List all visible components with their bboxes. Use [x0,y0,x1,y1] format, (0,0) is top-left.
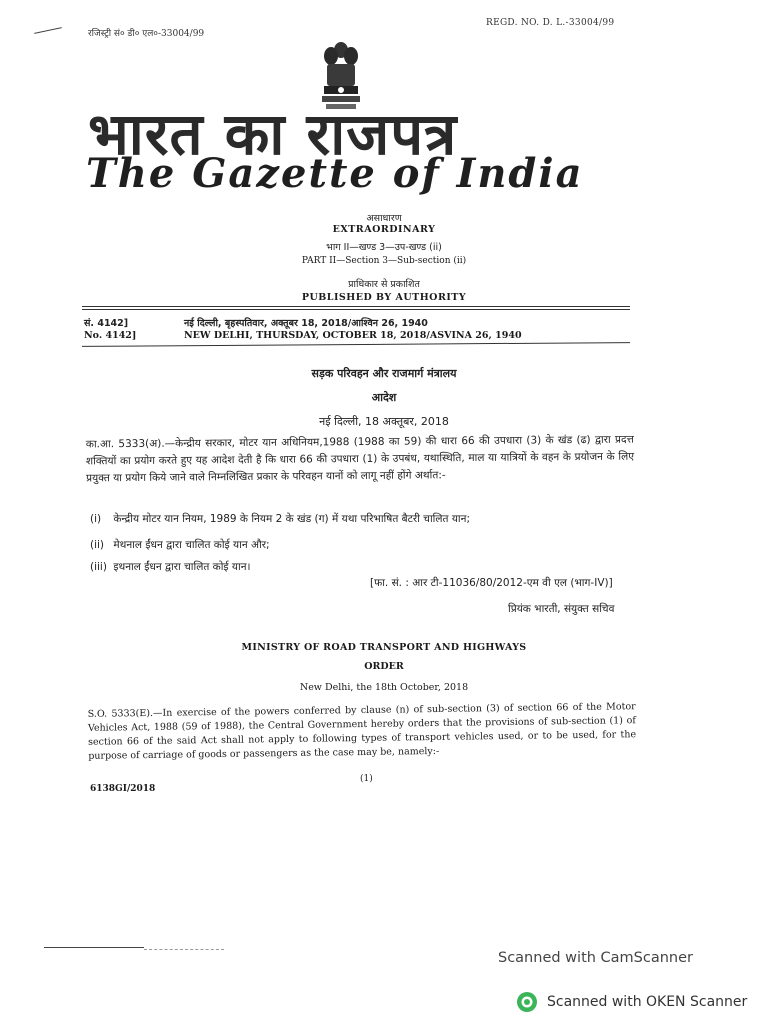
part-english: PART II—Section 3—Sub-section (ii) [301,256,467,266]
oken-logo-icon [516,991,538,1013]
part-hindi: भाग II—खण्ड 3—उप-खण्ड (ii) [326,242,442,253]
list-item-label: (ii) [90,539,105,551]
extraordinary-hindi: असाधारण [366,213,402,224]
document-code: 6138GI/2018 [90,784,156,794]
issue-date-hindi: नई दिल्ली, बृहस्पतिवार, अक्तूबर 18, 2018/आश्विन 26, 1940 [184,318,428,329]
signatory-hindi: प्रियंक भारती, संयुक्त सचिव [508,603,615,615]
list-item-text: मेथनाल ईंधन द्वारा चालित कोई यान और; [113,539,270,551]
oken-watermark [516,991,747,1013]
ministry-english: MINISTRY OF ROAD TRANSPORT AND HIGHWAYS [241,642,527,653]
masthead-english-title: The Gazette of India [86,150,584,197]
header-rule [82,306,630,307]
page-number: (1) [360,774,373,784]
order-title-english: ORDER [364,661,404,672]
list-item-label: (iii) [90,561,107,573]
order-date-english: New Delhi, the 18th October, 2018 [299,682,469,693]
authority-english: PUBLISHED BY AUTHORITY [301,292,467,303]
extraordinary-english: EXTRAORDINARY [332,224,436,235]
file-number-hindi: [फा. सं. : आर टी-11036/80/2012-एम वी एल (भाग-IV)] [370,577,613,589]
authority-hindi: प्राधिकार से प्रकाशित [348,279,420,290]
list-item-label: (i) [90,513,102,525]
order-paragraph-hindi: का.आ. 5333(अ).—केन्द्रीय सरकार, मोटर यान अधिनियम,1988 (1988 का 59) की धारा 66 की उपधारा (3) के खंड (ढ) द्वारा प्रदत्त शक्तियों का प्रयोग करते हुए यह आदेश देती है कि धारा 66 की उपधारा (1) के उपबंध, यथास्थिति, माल या यात्रियों के वहन के प्रयोजन के लिए प्रयुक्त या प्रयोग किये जाने वाले निम्नलिखित प्रकार के परिवहन यानों को लागू नहीं होंगे अर्थात:- [85,433,635,485]
order-title-hindi: आदेश [371,391,397,404]
list-item-text: केन्द्रीय मोटर यान नियम, 1989 के नियम 2 के खंड (ग) में यथा परिभाषित बैटरी चालित यान; [113,513,471,525]
page-edge-line [144,949,224,950]
issue-number-hindi: सं. 4142] [84,318,129,329]
header-rule [82,309,630,310]
oken-watermark-text: Scanned with OKEN Scanner [547,994,748,1010]
registration-english: REGD. NO. D. L.-33004/99 [486,18,615,28]
camscanner-watermark: Scanned with CamScanner [498,950,694,966]
order-paragraph-english: S.O. 5333(E).—In exercise of the powers conferred by clause (n) of sub-section (3) of section 66 of the Motor Vehicles Act, 1988 (59 of 1988), the Central Government hereby orders that the provisions of sub-section (1) of section 66 of the said Act shall not apply to following types of transport vehicles used, or to be used, for the purpose of carriage of goods or passengers as the case may be, namely:- [87,701,637,762]
order-date-hindi: नई दिल्ली, 18 अक्तूबर, 2018 [319,415,449,428]
issue-rule [82,342,630,347]
list-item-text: इथनाल ईंधन द्वारा चालित कोई यान। [113,561,251,573]
masthead-hindi-title: भारत का राजपत्र [88,100,458,168]
list-item [90,538,270,552]
pen-mark [34,27,62,34]
list-item [90,560,251,574]
ministry-hindi: सड़क परिवहन और राजमार्ग मंत्रालय [311,367,457,380]
registration-hindi: रजिस्ट्री सं० डी० एल०-33004/99 [88,29,205,39]
issue-date-english: NEW DELHI, THURSDAY, OCTOBER 18, 2018/ASVINA 26, 1940 [184,330,522,341]
issue-number-english: No. 4142] [84,330,137,341]
page-edge-line [44,947,144,948]
list-item [90,512,470,526]
